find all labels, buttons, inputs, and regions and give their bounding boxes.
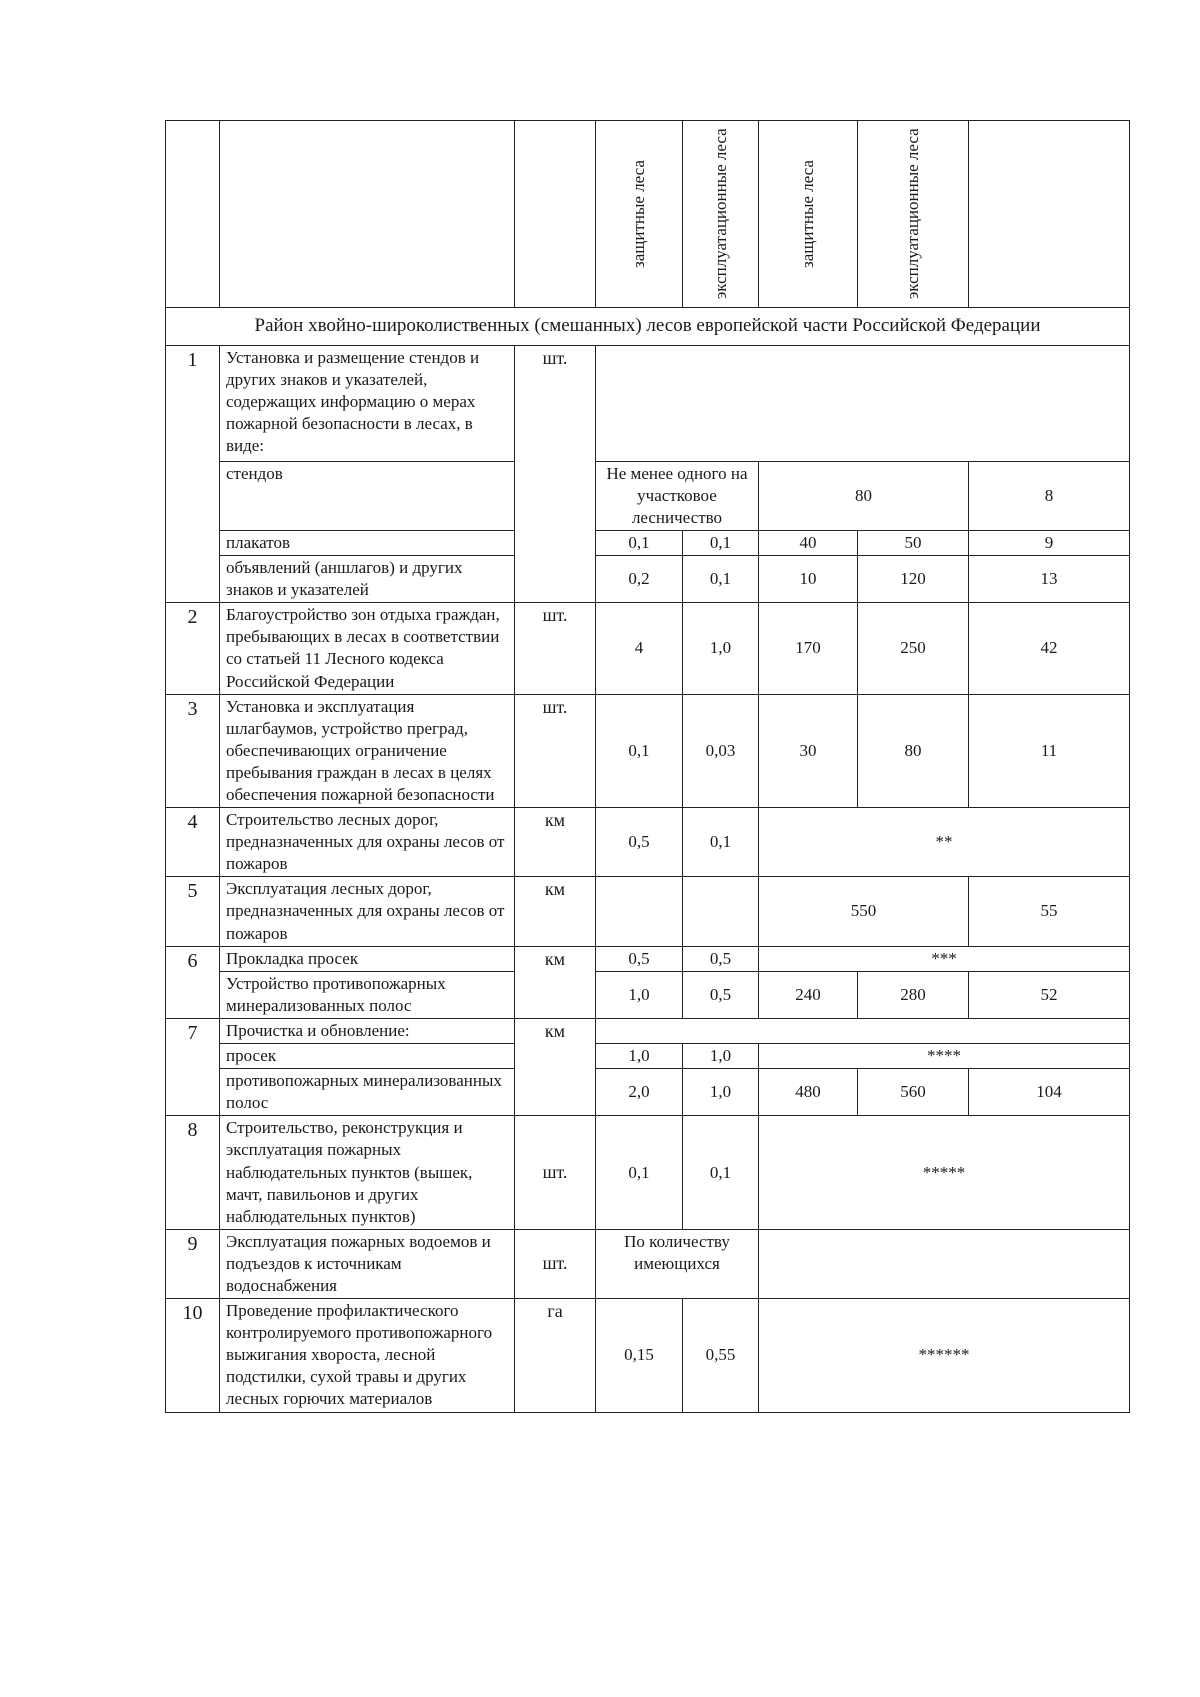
- cell-rows-r1-sub1-label: стендов: [220, 461, 515, 530]
- header-col5: [969, 121, 1130, 308]
- header-unit-cell: [515, 121, 596, 308]
- cell-rows-r3-unit: шт.: [515, 694, 596, 807]
- cell-rows-r9-v12: По количеству имеющихся: [596, 1229, 759, 1298]
- cell-rows-r2-unit: шт.: [515, 603, 596, 694]
- cell-rows-r1-sub2-v5: 9: [969, 530, 1130, 555]
- cell-rows-r3-title: Установка и эксплуатация шлагбаумов, устройство преград, обеспечивающих ограничение пребывания граждан в лесах в целях обеспечения пожарной безопасности: [220, 694, 515, 807]
- table-row: [166, 1229, 1130, 1298]
- cell-rows-r1-sub1-v12: Не менее одного на участковое лесничество: [596, 461, 759, 530]
- cell-header-col3: защитные леса: [798, 160, 818, 268]
- cell-rows-r5-num: 5: [166, 877, 220, 946]
- cell-rows-r10-v2: 0,55: [683, 1299, 759, 1412]
- cell-rows-r2-title: Благоустройство зон отдыха граждан, пребывающих в лесах в соответствии со статьей 11 Лесного кодекса Российской Федерации: [220, 603, 515, 694]
- table-row: [166, 1299, 1130, 1412]
- cell-rows-r10-title: Проведение профилактического контролируемого противопожарного выжигания хвороста, лесной подстилки, сухой травы и других лесных горючих материалов: [220, 1299, 515, 1412]
- cell-rows-r10-num: 10: [166, 1299, 220, 1412]
- cell-rows-r5-v34: 550: [759, 877, 969, 946]
- cell-rows-r1-sub3-v3: 10: [759, 556, 858, 603]
- cell-rows-r1-sub3-label: объявлений (аншлагов) и других знаков и указателей: [220, 556, 515, 603]
- empty-cell: [596, 345, 1130, 461]
- empty-cell: [683, 877, 759, 946]
- cell-rows-r3-v3: 30: [759, 694, 858, 807]
- cell-rows-r5-unit: км: [515, 877, 596, 946]
- cell-rows-r7-sub2-v1: 2,0: [596, 1069, 683, 1116]
- cell-rows-r7-num: 7: [166, 1018, 220, 1115]
- cell-rows-r4-num: 4: [166, 808, 220, 877]
- header-col4: [858, 121, 969, 308]
- cell-rows-r3-v5: 11: [969, 694, 1130, 807]
- cell-rows-r6-sub2-v3: 240: [759, 971, 858, 1018]
- cell-rows-r2-v2: 1,0: [683, 603, 759, 694]
- cell-rows-r9-unit: шт.: [515, 1229, 596, 1298]
- cell-rows-r7-sub2-v5: 104: [969, 1069, 1130, 1116]
- header-col3: [759, 121, 858, 308]
- table-row: [166, 1116, 1130, 1229]
- cell-rows-r6-sub2-v4: 280: [858, 971, 969, 1018]
- table-row: [166, 1018, 1130, 1043]
- cell-rows-r10-v1: 0,15: [596, 1299, 683, 1412]
- cell-rows-r2-v4: 250: [858, 603, 969, 694]
- empty-cell: [759, 1229, 1130, 1298]
- table-row: [166, 1069, 1130, 1116]
- header-col1: [596, 121, 683, 308]
- cell-rows-r10-v345: ******: [759, 1299, 1130, 1412]
- header-row: [166, 121, 1130, 308]
- cell-rows-r8-v2: 0,1: [683, 1116, 759, 1229]
- cell-rows-r2-v5: 42: [969, 603, 1130, 694]
- cell-rows-r9-title: Эксплуатация пожарных водоемов и подъездов к источникам водоснабжения: [220, 1229, 515, 1298]
- cell-rows-r3-v2: 0,03: [683, 694, 759, 807]
- cell-rows-r2-v3: 170: [759, 603, 858, 694]
- header-col2: [683, 121, 759, 308]
- cell-rows-r8-title: Строительство, реконструкция и эксплуатация пожарных наблюдательных пунктов (вышек, мачт, павильонов и других наблюдательных пунктов): [220, 1116, 515, 1229]
- cell-rows-r4-v1: 0,5: [596, 808, 683, 877]
- table-row: [166, 345, 1130, 461]
- cell-rows-r7-sub1-label: просек: [220, 1044, 515, 1069]
- cell-rows-r7-sub1-v345: ****: [759, 1044, 1130, 1069]
- cell-rows-r1-sub1-v34: 80: [759, 461, 969, 530]
- cell-header-col4: эксплуатационные леса: [903, 128, 923, 300]
- cell-rows-r6-sub2-v5: 52: [969, 971, 1130, 1018]
- cell-rows-r1-unit: шт.: [515, 345, 596, 603]
- cell-rows-r3-v1: 0,1: [596, 694, 683, 807]
- cell-rows-r1-sub2-v3: 40: [759, 530, 858, 555]
- table-row: [166, 1044, 1130, 1069]
- cell-rows-r7-sub2-v2: 1,0: [683, 1069, 759, 1116]
- cell-rows-r6-sub1-v2: 0,5: [683, 946, 759, 971]
- table-row: [166, 808, 1130, 877]
- header-num-cell: [166, 121, 220, 308]
- cell-rows-r8-unit: шт.: [515, 1116, 596, 1229]
- cell-rows-r2-v1: 4: [596, 603, 683, 694]
- cell-rows-r6-sub2-v2: 0,5: [683, 971, 759, 1018]
- cell-rows-r1-num: 1: [166, 345, 220, 603]
- cell-rows-r3-v4: 80: [858, 694, 969, 807]
- cell-rows-r8-num: 8: [166, 1116, 220, 1229]
- header-title-cell: [220, 121, 515, 308]
- cell-rows-r1-title: Установка и размещение стендов и других знаков и указателей, содержащих информацию о мерах пожарной безопасности в лесах, в виде:: [220, 345, 515, 461]
- cell-rows-r3-num: 3: [166, 694, 220, 807]
- cell-rows-r1-sub1-v5: 8: [969, 461, 1130, 530]
- empty-cell: [596, 877, 683, 946]
- region-title: Район хвойно-широколиственных (смешанных) лесов европейской части Российской Федерации: [166, 308, 1130, 346]
- cell-rows-r6-sub2-v1: 1,0: [596, 971, 683, 1018]
- region-row: [166, 308, 1130, 346]
- cell-rows-r8-v1: 0,1: [596, 1116, 683, 1229]
- cell-rows-r4-title: Строительство лесных дорог, предназначенных для охраны лесов от пожаров: [220, 808, 515, 877]
- cell-rows-r6-sub1-v1: 0,5: [596, 946, 683, 971]
- cell-rows-r1-sub2-label: плакатов: [220, 530, 515, 555]
- cell-header-col1: защитные леса: [629, 160, 649, 268]
- empty-cell: [596, 1018, 1130, 1043]
- cell-rows-r1-sub3-v1: 0,2: [596, 556, 683, 603]
- table-row: [166, 461, 1130, 530]
- cell-rows-r1-sub3-v2: 0,1: [683, 556, 759, 603]
- cell-rows-r7-sub1-v1: 1,0: [596, 1044, 683, 1069]
- cell-rows-r1-sub3-v4: 120: [858, 556, 969, 603]
- cell-rows-r4-v2: 0,1: [683, 808, 759, 877]
- cell-rows-r9-num: 9: [166, 1229, 220, 1298]
- cell-rows-r1-sub2-v1: 0,1: [596, 530, 683, 555]
- cell-rows-r7-sub2-v4: 560: [858, 1069, 969, 1116]
- cell-rows-r7-unit: км: [515, 1018, 596, 1115]
- cell-rows-r2-num: 2: [166, 603, 220, 694]
- cell-rows-r7-sub2-label: противопожарных минерализованных полос: [220, 1069, 515, 1116]
- cell-rows-r6-num: 6: [166, 946, 220, 1018]
- cell-rows-r5-v5: 55: [969, 877, 1130, 946]
- table-row: [166, 971, 1130, 1018]
- cell-rows-r6-sub1-label: Прокладка просек: [220, 946, 515, 971]
- cell-rows-r1-sub2-v4: 50: [858, 530, 969, 555]
- table-row: [166, 877, 1130, 946]
- cell-rows-r7-sub2-v3: 480: [759, 1069, 858, 1116]
- cell-rows-r4-unit: км: [515, 808, 596, 877]
- norms-table: [165, 120, 1130, 1413]
- cell-rows-r7-sub1-v2: 1,0: [683, 1044, 759, 1069]
- cell-header-col2: эксплуатационные леса: [710, 128, 730, 300]
- cell-rows-r5-title: Эксплуатация лесных дорог, предназначенных для охраны лесов от пожаров: [220, 877, 515, 946]
- table-row: [166, 694, 1130, 807]
- table-row: [166, 946, 1130, 971]
- table-row: [166, 530, 1130, 555]
- cell-rows-r4-v345: **: [759, 808, 1130, 877]
- table-row: [166, 603, 1130, 694]
- cell-rows-r7-title: Прочистка и обновление:: [220, 1018, 515, 1043]
- cell-rows-r8-v345: *****: [759, 1116, 1130, 1229]
- cell-rows-r10-unit: га: [515, 1299, 596, 1412]
- table-row: [166, 556, 1130, 603]
- cell-rows-r6-unit: км: [515, 946, 596, 1018]
- cell-rows-r1-sub2-v2: 0,1: [683, 530, 759, 555]
- cell-rows-r6-sub1-v345: ***: [759, 946, 1130, 971]
- cell-rows-r1-sub3-v5: 13: [969, 556, 1130, 603]
- cell-rows-r6-sub2-label: Устройство противопожарных минерализованных полос: [220, 971, 515, 1018]
